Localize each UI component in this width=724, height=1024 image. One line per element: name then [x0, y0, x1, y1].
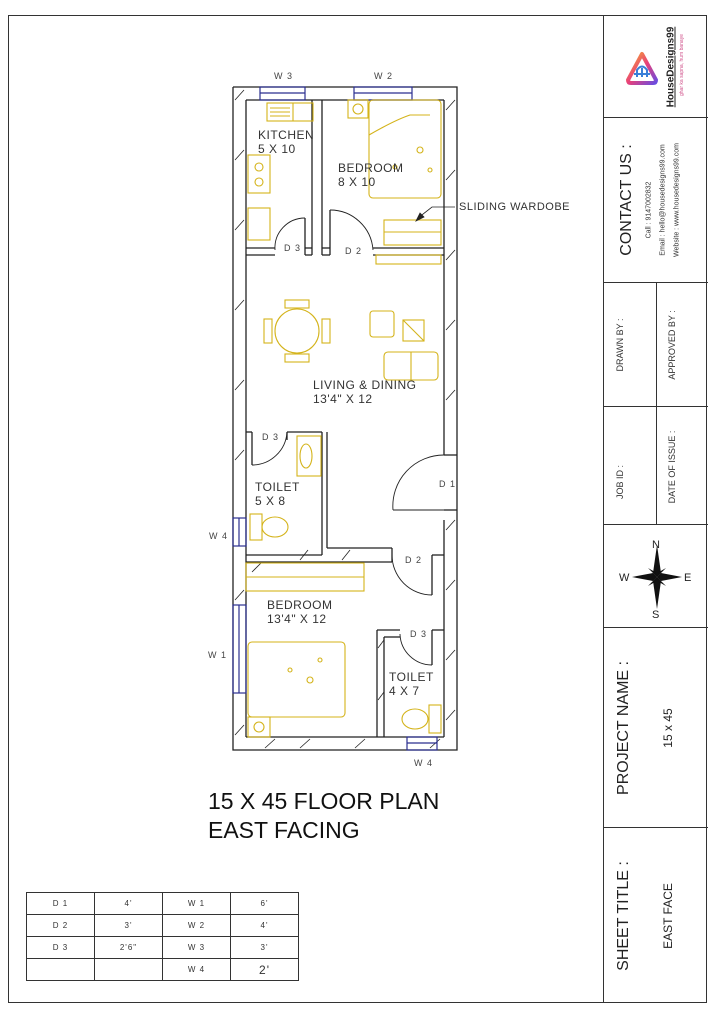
job-id-label: JOB ID :	[615, 464, 625, 500]
tag-d3-kitchen: D 3	[284, 243, 302, 253]
tag-d1-main: D 1	[439, 479, 457, 489]
shelf-unit	[376, 255, 441, 264]
contact-email: Email : hello@housedesigns99.com	[659, 144, 667, 256]
room-label-kitchen: KITCHEN 5 X 10	[258, 128, 315, 156]
schedule-row	[27, 893, 299, 915]
schedule-cell: D 3	[27, 937, 95, 959]
contact-website: Website : www.housedesigns99.com	[673, 143, 681, 257]
tag-w4-bottom: W 4	[414, 758, 434, 768]
furniture	[246, 100, 441, 737]
project-name-label: PROJECT NAME :	[615, 661, 632, 795]
annotation-leader	[416, 207, 455, 221]
compass-cell	[604, 525, 708, 628]
compass-n: N	[652, 539, 660, 551]
compass-s: S	[652, 609, 660, 621]
schedule-cell: 2'	[231, 959, 299, 981]
dining-table	[275, 309, 319, 353]
drawn-by-label: DRAWN BY :	[615, 318, 625, 372]
schedule-cell: D 2	[27, 915, 95, 937]
date-of-issue-label: DATE OF ISSUE :	[667, 430, 677, 504]
drawn-approved-cell	[604, 283, 708, 407]
schedule-cell: 4'	[95, 893, 163, 915]
windows	[233, 87, 437, 750]
room-label-bedroom-1: BEDROOM 8 X 10	[338, 161, 404, 189]
housedesigns-logo-icon	[626, 51, 658, 85]
brand-tagline: ghar ka sapna, hum banaye	[679, 34, 685, 96]
approved-by-label: APPROVED BY :	[667, 310, 677, 380]
brand-name: HouseDesigns99	[665, 26, 677, 108]
door-window-schedule	[26, 892, 299, 981]
project-name-cell	[604, 628, 708, 828]
contact-call: Call : 9147002832	[645, 181, 653, 239]
schedule-cell: 3'	[95, 915, 163, 937]
logo-cell	[604, 15, 708, 118]
room-label-toilet-2: TOILET 4 X 7	[389, 670, 434, 698]
schedule-cell: W 2	[163, 915, 231, 937]
tag-d3-toilet2: D 3	[410, 629, 428, 639]
door-swings	[252, 210, 444, 665]
schedule-cell	[95, 959, 163, 981]
sheet-title-cell	[604, 828, 708, 1003]
bedside-table-2	[248, 717, 270, 737]
title-block	[603, 15, 707, 1003]
washbasin-1	[297, 436, 321, 476]
sheet-title-label: SHEET TITLE :	[615, 861, 632, 971]
plan-title	[208, 787, 439, 845]
plan-title-line1: 15 X 45 FLOOR PLAN	[208, 788, 440, 814]
schedule-cell	[27, 959, 95, 981]
tag-w1-left: W 1	[208, 650, 228, 660]
schedule-cell: D 1	[27, 893, 95, 915]
sheet-title-value: EAST FACE	[661, 883, 675, 949]
schedule-cell: 3'	[231, 937, 299, 959]
room-label-living-dining: LIVING & DINING 13'4" X 12	[313, 378, 417, 406]
tag-d2-bedroom1: D 2	[345, 246, 363, 256]
wc-2	[429, 705, 441, 733]
contact-cell	[604, 118, 708, 283]
tag-w2: W 2	[374, 71, 394, 81]
compass-e: E	[684, 572, 692, 584]
project-name-value: 15 x 45	[661, 708, 675, 748]
kitchen-stove	[248, 155, 270, 193]
bed-bedroom2	[248, 642, 345, 717]
bedside-table-1	[348, 100, 368, 118]
tag-w3: W 3	[274, 71, 294, 81]
schedule-cell: W 1	[163, 893, 231, 915]
tag-d3-toilet1: D 3	[262, 432, 280, 442]
sliding-wardrobe-annotation: SLIDING WARDOBE	[459, 201, 570, 213]
schedule-cell: W 3	[163, 937, 231, 959]
schedule-cell: 4'	[231, 915, 299, 937]
room-label-toilet-1: TOILET 5 X 8	[255, 480, 300, 508]
tag-w4-left: W 4	[209, 531, 229, 541]
refrigerator	[248, 208, 270, 240]
tag-d2-bedroom2: D 2	[405, 555, 423, 565]
contact-heading: CONTACT US :	[618, 144, 635, 256]
room-label-bedroom-2: BEDROOM 13'4" X 12	[267, 598, 333, 626]
wc-1	[250, 514, 262, 540]
schedule-cell: W 4	[163, 959, 231, 981]
schedule-cell: 2'6"	[95, 937, 163, 959]
schedule-row	[27, 937, 299, 959]
armchair	[370, 311, 394, 337]
plan-title-line2: EAST FACING	[208, 817, 360, 843]
schedule-row	[27, 959, 299, 981]
schedule-row	[27, 915, 299, 937]
job-date-cell	[604, 407, 708, 525]
schedule-cell: 6'	[231, 893, 299, 915]
compass-w: W	[619, 572, 630, 584]
